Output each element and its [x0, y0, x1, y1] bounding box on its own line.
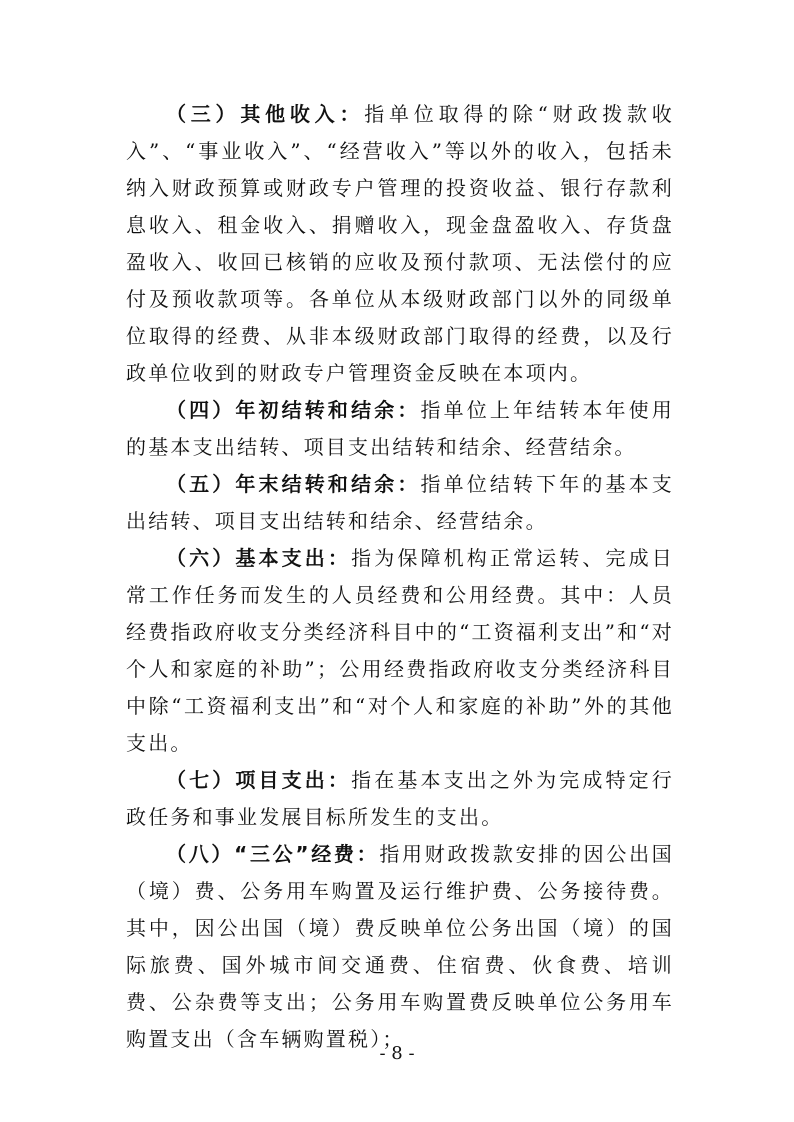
term-ending-balance: （五）年末结转和结余： — [166, 472, 421, 496]
term-basic-expenditure: （六）基本支出： — [166, 546, 352, 570]
paragraph-three-public-expenses — [126, 836, 674, 1058]
paragraph-other-income — [126, 96, 674, 392]
term-beginning-balance: （四）年初结转和结余： — [166, 398, 421, 422]
term-three-public-expenses: （八）“三公”经费： — [166, 842, 380, 866]
paragraph-project-expenditure — [126, 762, 674, 836]
definition-ending-balance: 指单位结转下年的基本支出结转、项目支出结转和结余、经营结余。 — [126, 472, 674, 533]
term-project-expenditure: （七）项目支出： — [166, 768, 352, 792]
paragraph-ending-balance — [126, 466, 674, 540]
document-body — [126, 96, 674, 1058]
paragraph-beginning-balance — [126, 392, 674, 466]
page-number: - 8 - — [379, 1043, 415, 1064]
definition-beginning-balance: 指单位上年结转本年使用的基本支出结转、项目支出结转和结余、经营结余。 — [126, 398, 674, 459]
definition-project-expenditure: 指在基本支出之外为完成特定行政任务和事业发展目标所发生的支出。 — [126, 768, 674, 829]
paragraph-basic-expenditure — [126, 540, 674, 762]
definition-basic-expenditure: 指为保障机构正常运转、完成日常工作任务而发生的人员经费和公用经费。其中：人员经费指政府收支分类经济科目中的“工资福利支出”和“对个人和家庭的补助”；公用经费指政府收支分类经济科目中除“工资福利支出”和“对个人和家庭的补助”外的其他支出。 — [126, 546, 674, 755]
definition-three-public-expenses: 指用财政拨款安排的因公出国（境）费、公务用车购置及运行维护费、公务接待费。其中，因公出国（境）费反映单位公务出国（境）的国际旅费、国外城市间交通费、住宿费、伙食费、培训费、公杂费等支出；公务用车购置费反映单位公务用车购置支出（含车辆购置税）； — [126, 842, 674, 1051]
definition-other-income: 指单位取得的除“财政拨款收入”、“事业收入”、“经营收入”等以外的收入，包括未纳入财政预算或财政专户管理的投资收益、银行存款利息收入、租金收入、捐赠收入，现金盘盈收入、存货盘盈收入、收回已核销的应收及预付款项、无法偿付的应付及预收款项等。各单位从本级财政部门以外的同级单位取得的经费、从非本级财政部门取得的经费，以及行政单位收到的财政专户管理资金反映在本项内。 — [126, 102, 674, 385]
term-other-income: （三）其他收入： — [166, 102, 365, 126]
